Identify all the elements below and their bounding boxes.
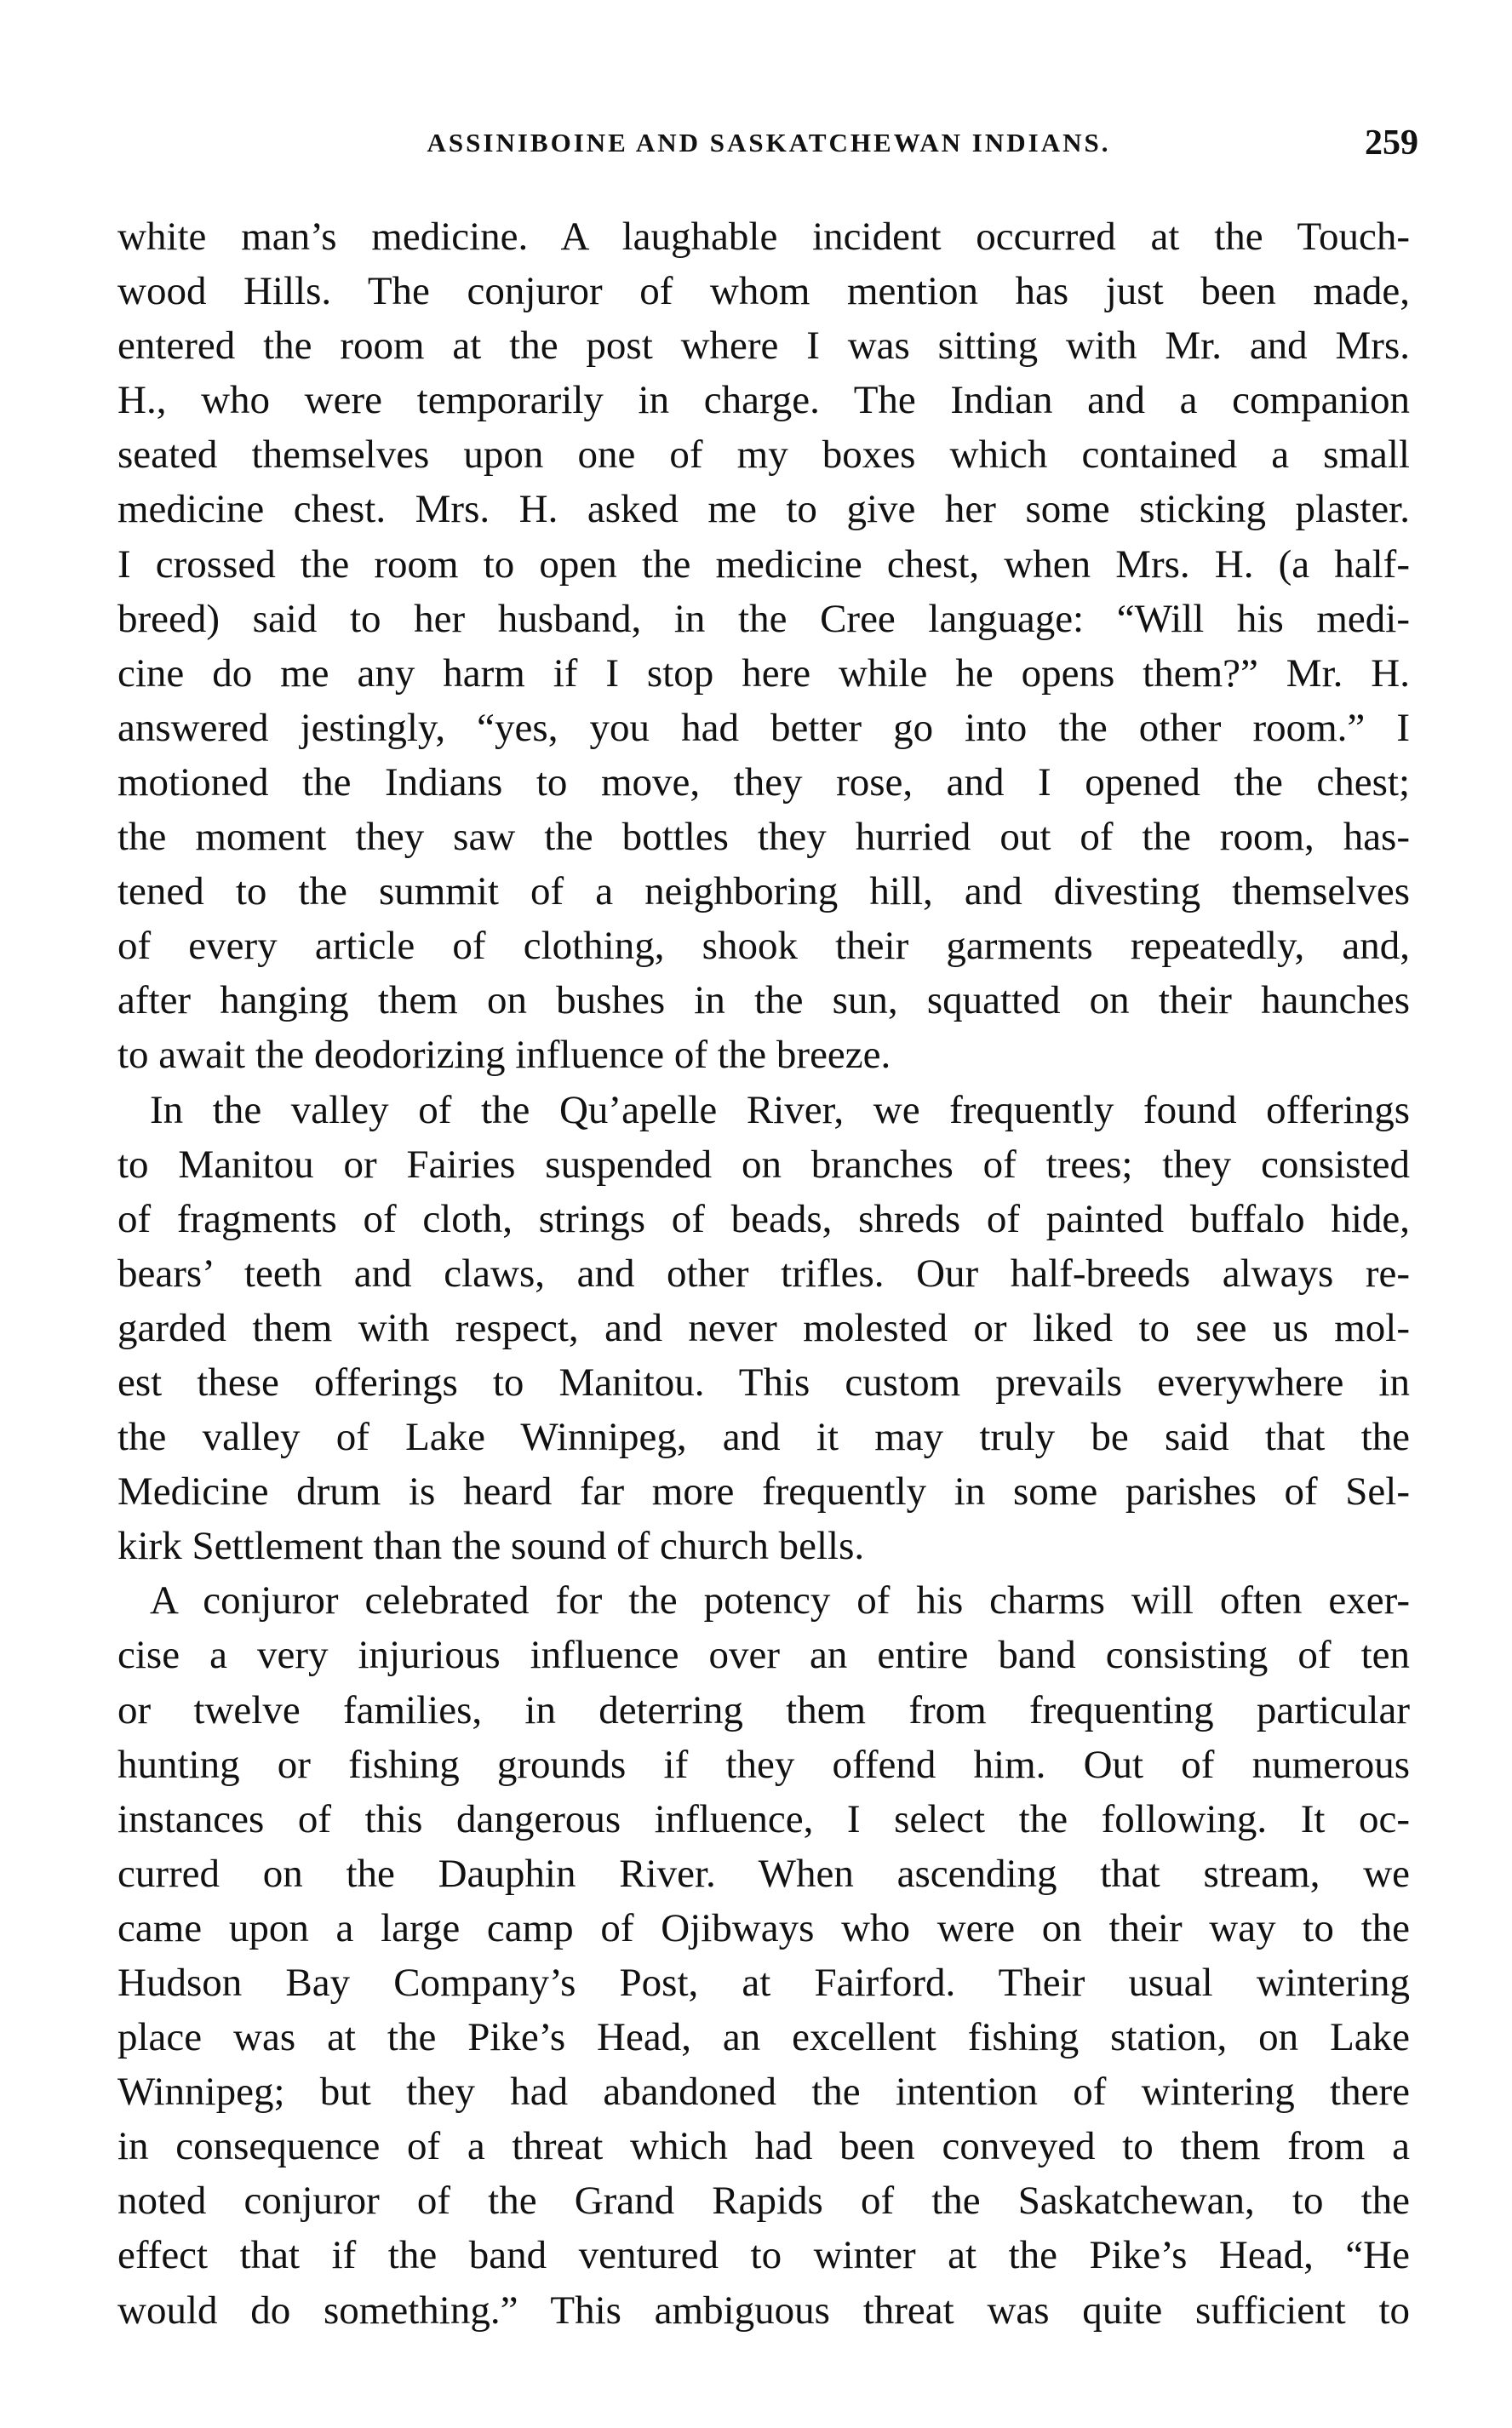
text-line: the moment they saw the bottles they hurried out of the room, has- xyxy=(117,815,1410,860)
text-line: entered the room at the post where I was sitting with Mr. and Mrs. xyxy=(117,324,1410,369)
running-head xyxy=(119,123,1418,179)
text-line: garded them with respect, and never molested or liked to see us mol- xyxy=(117,1305,1410,1350)
page-number: 259 xyxy=(1365,123,1418,163)
body-text xyxy=(117,209,1410,2338)
text-line: place was at the Pike’s Head, an excellent fishing station, on Lake xyxy=(117,2015,1410,2060)
text-line: tened to the summit of a neighboring hill, and divesting themselves xyxy=(117,869,1410,914)
text-line: of every article of clothing, shook their garments repeatedly, and, xyxy=(117,924,1410,969)
text-line: the valley of Lake Winnipeg, and it may truly be said that the xyxy=(117,1415,1410,1460)
text-line: breed) said to her husband, in the Cree language: “Will his medi- xyxy=(117,596,1410,641)
text-line: wood Hills. The conjuror of whom mention has just been made, xyxy=(117,269,1410,314)
text-line: or twelve families, in deterring them from frequenting particular xyxy=(117,1687,1410,1732)
text-line: est these offerings to Manitou. This custom prevails everywhere in xyxy=(117,1360,1410,1405)
text-line: Winnipeg; but they had abandoned the intention of wintering there xyxy=(117,2070,1410,2115)
text-line: I crossed the room to open the medicine chest, when Mrs. H. (a half- xyxy=(117,541,1410,587)
text-line: noted conjuror of the Grand Rapids of the Saskatchewan, to the xyxy=(117,2179,1410,2224)
text-line: of fragments of cloth, strings of beads, shreds of painted buffalo hide, xyxy=(117,1196,1410,1241)
text-line: cine do me any harm if I stop here while he opens them?” Mr. H. xyxy=(117,650,1410,696)
text-line: to Manitou or Fairies suspended on branches of trees; they consisted xyxy=(117,1142,1410,1187)
text-line: hunting or fishing grounds if they offend him. Out of numerous xyxy=(117,1742,1410,1787)
text-line: would do something.” This ambiguous threat was quite sufficient to xyxy=(117,2288,1410,2333)
text-line: effect that if the band ventured to winter at the Pike’s Head, “He xyxy=(117,2233,1410,2278)
text-line: in consequence of a threat which had been conveyed to them from a xyxy=(117,2124,1410,2169)
text-line: came upon a large camp of Ojibways who were on their way to the xyxy=(117,1905,1410,1950)
text-line: Hudson Bay Company’s Post, at Fairford. Their usual wintering xyxy=(117,1961,1410,2005)
text-line: A conjuror celebrated for the potency of his charms will often exer- xyxy=(150,1578,1410,1623)
text-line: Medicine drum is heard far more frequently in some parishes of Sel- xyxy=(117,1469,1410,1515)
text-line: seated themselves upon one of my boxes which contained a small xyxy=(117,432,1410,478)
text-line: cise a very injurious influence over an entire band consisting of ten xyxy=(117,1633,1410,1678)
text-line: In the valley of the Qu’apelle River, we frequently found offerings xyxy=(150,1087,1410,1132)
running-title: ASSINIBOINE AND SASKATCHEWAN INDIANS. xyxy=(427,128,1111,157)
text-line: after hanging them on bushes in the sun, squatted on their haunches xyxy=(117,978,1410,1023)
text-line: white man’s medicine. A laughable incident occurred at the Touch- xyxy=(117,215,1410,259)
text-line: motioned the Indians to move, they rose, and I opened the chest; xyxy=(117,759,1410,805)
text-line: answered jestingly, “yes, you had better go into the other room.” I xyxy=(117,705,1410,750)
text-line: instances of this dangerous influence, I select the following. It oc- xyxy=(117,1796,1410,1841)
text-line: to await the deodorizing influence of the breeze. xyxy=(117,1033,891,1078)
text-line: bears’ teeth and claws, and other trifles. Our half-breeds always re- xyxy=(117,1251,1410,1296)
text-line: curred on the Dauphin River. When ascending that stream, we xyxy=(117,1851,1410,1896)
text-line: kirk Settlement than the sound of church bells. xyxy=(117,1524,865,1569)
text-line: H., who were temporarily in charge. The Indian and a companion xyxy=(117,378,1410,423)
text-line: medicine chest. Mrs. H. asked me to give her some sticking plaster. xyxy=(117,487,1410,532)
